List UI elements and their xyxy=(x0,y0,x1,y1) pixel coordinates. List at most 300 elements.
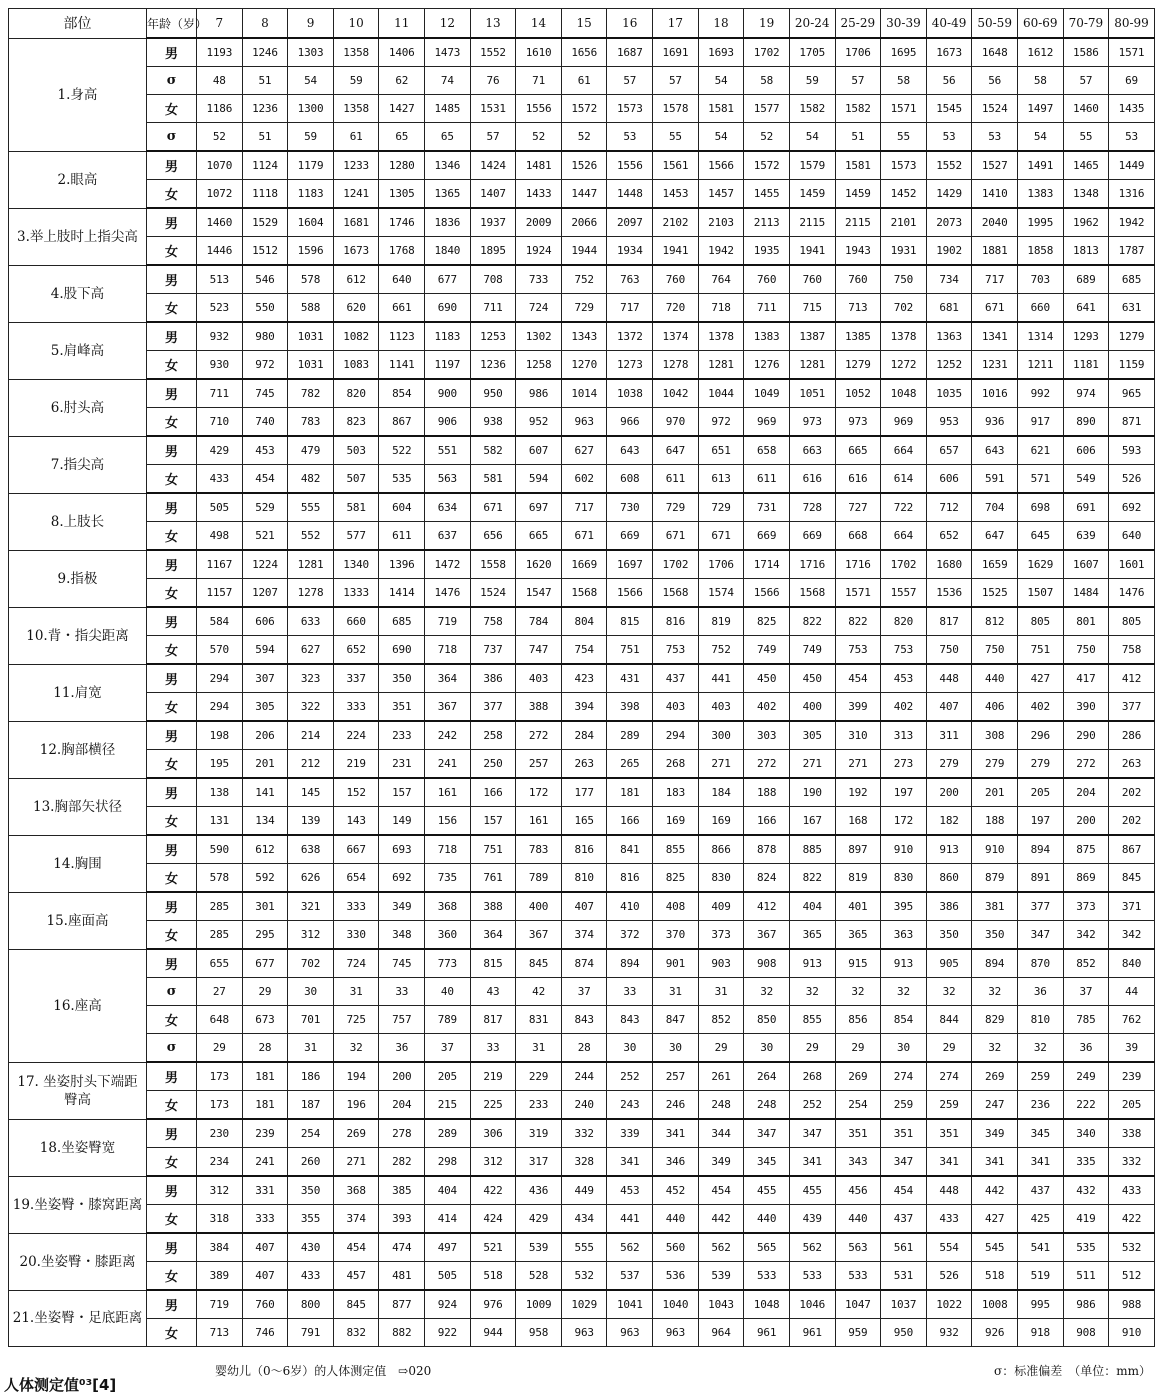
table-cell: 503 xyxy=(333,436,379,465)
table-cell: 1527 xyxy=(972,151,1018,180)
table-cell: 1702 xyxy=(881,550,927,579)
table-cell: 710 xyxy=(197,408,243,437)
table-cell: 1037 xyxy=(881,1290,927,1319)
table-row xyxy=(9,265,1155,294)
table-cell: 810 xyxy=(1017,1006,1063,1034)
table-cell: 196 xyxy=(333,1091,379,1120)
table-cell: 717 xyxy=(561,493,607,522)
table-cell: 665 xyxy=(516,522,562,551)
table-cell: 1186 xyxy=(197,95,243,123)
table-cell: 373 xyxy=(698,921,744,950)
table-cell: 612 xyxy=(333,265,379,294)
table-cell: 1648 xyxy=(972,38,1018,67)
table-cell: 1009 xyxy=(516,1290,562,1319)
table-cell: 924 xyxy=(425,1290,471,1319)
table-cell: 279 xyxy=(926,750,972,779)
table-cell: 815 xyxy=(607,607,653,636)
table-cell: 31 xyxy=(333,978,379,1006)
table-cell: 1346 xyxy=(425,151,471,180)
row-label: 男 xyxy=(147,379,197,408)
item-name: 5.肩峰高 xyxy=(9,322,147,379)
table-cell: 429 xyxy=(516,1205,562,1234)
table-cell: 300 xyxy=(698,721,744,750)
table-cell: 1159 xyxy=(1109,351,1155,380)
table-cell: 752 xyxy=(561,265,607,294)
table-cell: 165 xyxy=(561,807,607,836)
table-cell: 715 xyxy=(789,294,835,323)
table-cell: 812 xyxy=(972,607,1018,636)
table-cell: 1962 xyxy=(1063,208,1109,237)
table-cell: 1280 xyxy=(379,151,425,180)
table-cell: 36 xyxy=(1063,1034,1109,1063)
table-cell: 753 xyxy=(835,636,881,665)
table-cell: 729 xyxy=(561,294,607,323)
table-cell: 878 xyxy=(744,835,790,864)
table-cell: 620 xyxy=(333,294,379,323)
table-cell: 961 xyxy=(744,1319,790,1347)
table-cell: 1942 xyxy=(698,237,744,266)
row-label: 女 xyxy=(147,351,197,380)
table-cell: 1485 xyxy=(425,95,471,123)
table-cell: 621 xyxy=(1017,436,1063,465)
table-cell: 349 xyxy=(698,1148,744,1177)
header-age: 40-49 xyxy=(926,9,972,39)
table-cell: 427 xyxy=(1017,664,1063,693)
table-cell: 1714 xyxy=(744,550,790,579)
table-cell: 388 xyxy=(516,693,562,722)
table-cell: 805 xyxy=(1109,607,1155,636)
table-cell: 1943 xyxy=(835,237,881,266)
table-cell: 342 xyxy=(1109,921,1155,950)
table-cell: 537 xyxy=(607,1262,653,1291)
table-cell: 665 xyxy=(835,436,881,465)
table-cell: 693 xyxy=(379,835,425,864)
table-cell: 143 xyxy=(333,807,379,836)
table-cell: 305 xyxy=(242,693,288,722)
table-cell: 167 xyxy=(789,807,835,836)
table-cell: 816 xyxy=(607,864,653,893)
table-cell: 671 xyxy=(698,522,744,551)
table-cell: 1702 xyxy=(744,38,790,67)
table-cell: 1673 xyxy=(333,237,379,266)
table-cell: 658 xyxy=(744,436,790,465)
table-cell: 1016 xyxy=(972,379,1018,408)
row-label: 女 xyxy=(147,237,197,266)
table-cell: 52 xyxy=(197,123,243,152)
table-cell: 141 xyxy=(242,778,288,807)
table-cell: 457 xyxy=(333,1262,379,1291)
table-cell: 399 xyxy=(835,693,881,722)
row-label: 女 xyxy=(147,294,197,323)
table-cell: 691 xyxy=(1063,493,1109,522)
row-label: 男 xyxy=(147,436,197,465)
table-cell: 582 xyxy=(470,436,516,465)
table-cell: 854 xyxy=(881,1006,927,1034)
table-cell: 698 xyxy=(1017,493,1063,522)
table-cell: 32 xyxy=(881,978,927,1006)
table-cell: 230 xyxy=(197,1119,243,1148)
table-cell: 440 xyxy=(972,664,1018,693)
table-cell: 2103 xyxy=(698,208,744,237)
table-cell: 436 xyxy=(516,1176,562,1205)
table-cell: 43 xyxy=(470,978,516,1006)
table-cell: 751 xyxy=(607,636,653,665)
table-cell: 1047 xyxy=(835,1290,881,1319)
table-cell: 673 xyxy=(242,1006,288,1034)
table-cell: 581 xyxy=(470,465,516,494)
table-cell: 831 xyxy=(516,1006,562,1034)
table-cell: 1601 xyxy=(1109,550,1155,579)
table-cell: 1022 xyxy=(926,1290,972,1319)
table-cell: 338 xyxy=(1109,1119,1155,1148)
table-cell: 702 xyxy=(881,294,927,323)
table-cell: 1341 xyxy=(972,322,1018,351)
table-cell: 917 xyxy=(1017,408,1063,437)
table-cell: 32 xyxy=(333,1034,379,1063)
table-cell: 671 xyxy=(972,294,1018,323)
table-cell: 1460 xyxy=(1063,95,1109,123)
table-cell: 820 xyxy=(333,379,379,408)
table-cell: 1941 xyxy=(789,237,835,266)
table-cell: 56 xyxy=(972,67,1018,95)
table-cell: 301 xyxy=(242,892,288,921)
table-cell: 1293 xyxy=(1063,322,1109,351)
item-name: 16.座高 xyxy=(9,949,147,1062)
table-cell: 750 xyxy=(881,265,927,294)
table-cell: 31 xyxy=(653,978,699,1006)
table-cell: 800 xyxy=(288,1290,334,1319)
table-cell: 166 xyxy=(607,807,653,836)
table-cell: 1556 xyxy=(607,151,653,180)
table-cell: 819 xyxy=(698,607,744,636)
table-cell: 750 xyxy=(926,636,972,665)
table-cell: 555 xyxy=(561,1233,607,1262)
table-cell: 953 xyxy=(926,408,972,437)
table-cell: 433 xyxy=(926,1205,972,1234)
table-cell: 1680 xyxy=(926,550,972,579)
table-cell: 53 xyxy=(926,123,972,152)
table-cell: 139 xyxy=(288,807,334,836)
table-cell: 30 xyxy=(653,1034,699,1063)
table-cell: 669 xyxy=(789,522,835,551)
table-cell: 186 xyxy=(288,1062,334,1091)
table-cell: 915 xyxy=(835,949,881,978)
row-label: 女 xyxy=(147,1319,197,1347)
table-cell: 181 xyxy=(607,778,653,807)
table-cell: 541 xyxy=(1017,1233,1063,1262)
row-label: 男 xyxy=(147,1119,197,1148)
table-cell: 1272 xyxy=(881,351,927,380)
table-cell: 992 xyxy=(1017,379,1063,408)
table-cell: 343 xyxy=(835,1148,881,1177)
table-cell: 664 xyxy=(881,522,927,551)
item-name: 3.举上肢时上指尖高 xyxy=(9,208,147,265)
table-cell: 1273 xyxy=(607,351,653,380)
header-age: 19 xyxy=(744,9,790,39)
table-cell: 157 xyxy=(379,778,425,807)
table-cell: 347 xyxy=(789,1119,835,1148)
table-cell: 37 xyxy=(1063,978,1109,1006)
table-cell: 713 xyxy=(197,1319,243,1347)
table-cell: 1258 xyxy=(516,351,562,380)
table-cell: 1693 xyxy=(698,38,744,67)
row-label: 女 xyxy=(147,1006,197,1034)
table-cell: 271 xyxy=(835,750,881,779)
table-cell: 1526 xyxy=(561,151,607,180)
table-cell: 349 xyxy=(972,1119,1018,1148)
table-cell: 1941 xyxy=(653,237,699,266)
table-cell: 454 xyxy=(333,1233,379,1262)
table-cell: 342 xyxy=(1063,921,1109,950)
table-cell: 172 xyxy=(516,778,562,807)
table-cell: 616 xyxy=(835,465,881,494)
row-label: 女 xyxy=(147,465,197,494)
table-cell: 346 xyxy=(653,1148,699,1177)
table-row xyxy=(9,550,1155,579)
table-cell: 760 xyxy=(653,265,699,294)
table-cell: 584 xyxy=(197,607,243,636)
table-cell: 1374 xyxy=(653,322,699,351)
row-label: 男 xyxy=(147,265,197,294)
table-cell: 712 xyxy=(926,493,972,522)
row-label: 男 xyxy=(147,892,197,921)
table-cell: 351 xyxy=(835,1119,881,1148)
table-cell: 296 xyxy=(1017,721,1063,750)
table-row xyxy=(9,835,1155,864)
table-cell: 259 xyxy=(1017,1062,1063,1091)
header-age: 20-24 xyxy=(789,9,835,39)
row-label: 男 xyxy=(147,38,197,67)
table-cell: 832 xyxy=(333,1319,379,1347)
table-cell: 758 xyxy=(470,607,516,636)
row-label: 女 xyxy=(147,1148,197,1177)
table-cell: 403 xyxy=(653,693,699,722)
table-cell: 513 xyxy=(197,265,243,294)
row-label: 女 xyxy=(147,408,197,437)
table-cell: 409 xyxy=(698,892,744,921)
table-cell: 518 xyxy=(470,1262,516,1291)
table-cell: 455 xyxy=(744,1176,790,1205)
table-cell: 243 xyxy=(607,1091,653,1120)
table-cell: 1931 xyxy=(881,237,927,266)
table-cell: 1574 xyxy=(698,579,744,608)
table-cell: 407 xyxy=(561,892,607,921)
table-cell: 52 xyxy=(516,123,562,152)
table-cell: 1935 xyxy=(744,237,790,266)
row-label: 男 xyxy=(147,778,197,807)
related-reference: 婴幼儿（0～6岁）的人体测定值 ⇨020 xyxy=(215,1364,432,1378)
header-item: 部位 xyxy=(9,9,147,39)
table-cell: 219 xyxy=(333,750,379,779)
table-cell: 312 xyxy=(288,921,334,950)
table-cell: 789 xyxy=(425,1006,471,1034)
table-cell: 318 xyxy=(197,1205,243,1234)
table-cell: 51 xyxy=(242,67,288,95)
table-row xyxy=(9,38,1155,67)
table-cell: 820 xyxy=(881,607,927,636)
table-cell: 974 xyxy=(1063,379,1109,408)
table-row xyxy=(9,1119,1155,1148)
row-label: 男 xyxy=(147,607,197,636)
table-cell: 42 xyxy=(516,978,562,1006)
row-label: 男 xyxy=(147,1176,197,1205)
table-cell: 847 xyxy=(653,1006,699,1034)
table-cell: 206 xyxy=(242,721,288,750)
table-cell: 200 xyxy=(1063,807,1109,836)
table-cell: 33 xyxy=(607,978,653,1006)
item-name: 17. 坐姿肘头下端距臀高 xyxy=(9,1062,147,1119)
table-cell: 161 xyxy=(516,807,562,836)
table-cell: 536 xyxy=(653,1262,699,1291)
table-row xyxy=(9,892,1155,921)
table-cell: 936 xyxy=(972,408,1018,437)
table-row xyxy=(9,807,1155,836)
table-row xyxy=(9,1205,1155,1234)
table-cell: 1568 xyxy=(561,579,607,608)
table-cell: 403 xyxy=(698,693,744,722)
table-cell: 372 xyxy=(607,921,653,950)
table-cell: 74 xyxy=(425,67,471,95)
table-cell: 1452 xyxy=(881,180,927,209)
table-cell: 711 xyxy=(470,294,516,323)
table-cell: 341 xyxy=(789,1148,835,1177)
table-row xyxy=(9,1262,1155,1291)
table-cell: 192 xyxy=(835,778,881,807)
table-cell: 1687 xyxy=(607,38,653,67)
table-cell: 204 xyxy=(379,1091,425,1120)
table-cell: 294 xyxy=(197,664,243,693)
table-cell: 964 xyxy=(698,1319,744,1347)
table-cell: 822 xyxy=(789,864,835,893)
table-cell: 341 xyxy=(653,1119,699,1148)
table-cell: 319 xyxy=(516,1119,562,1148)
table-cell: 1531 xyxy=(470,95,516,123)
table-cell: 1561 xyxy=(653,151,699,180)
table-cell: 337 xyxy=(333,664,379,693)
table-cell: 1620 xyxy=(516,550,562,579)
table-cell: 593 xyxy=(1109,436,1155,465)
table-cell: 562 xyxy=(607,1233,653,1262)
table-cell: 760 xyxy=(835,265,881,294)
row-label: σ xyxy=(147,123,197,152)
table-cell: 423 xyxy=(561,664,607,693)
table-cell: 729 xyxy=(698,493,744,522)
table-cell: 637 xyxy=(425,522,471,551)
header-age: 10 xyxy=(333,9,379,39)
table-cell: 349 xyxy=(379,892,425,921)
table-cell: 285 xyxy=(197,921,243,950)
table-cell: 733 xyxy=(516,265,562,294)
table-cell: 913 xyxy=(926,835,972,864)
table-cell: 591 xyxy=(972,465,1018,494)
table-cell: 677 xyxy=(425,265,471,294)
table-cell: 607 xyxy=(516,436,562,465)
table-body xyxy=(9,38,1155,1347)
table-cell: 643 xyxy=(607,436,653,465)
table-cell: 333 xyxy=(333,892,379,921)
table-cell: 988 xyxy=(1109,1290,1155,1319)
table-cell: 856 xyxy=(835,1006,881,1034)
table-cell: 734 xyxy=(926,265,972,294)
table-cell: 474 xyxy=(379,1233,425,1262)
table-cell: 2040 xyxy=(972,208,1018,237)
table-cell: 745 xyxy=(242,379,288,408)
table-cell: 166 xyxy=(744,807,790,836)
table-cell: 402 xyxy=(1017,693,1063,722)
table-cell: 36 xyxy=(1017,978,1063,1006)
table-cell: 526 xyxy=(926,1262,972,1291)
table-cell: 437 xyxy=(881,1205,927,1234)
table-cell: 965 xyxy=(1109,379,1155,408)
table-cell: 903 xyxy=(698,949,744,978)
table-cell: 1241 xyxy=(333,180,379,209)
table-cell: 272 xyxy=(1063,750,1109,779)
table-cell: 172 xyxy=(881,807,927,836)
table-cell: 355 xyxy=(288,1205,334,1234)
table-cell: 231 xyxy=(379,750,425,779)
table-cell: 51 xyxy=(242,123,288,152)
table-cell: 1573 xyxy=(607,95,653,123)
table-cell: 274 xyxy=(926,1062,972,1091)
table-cell: 910 xyxy=(1109,1319,1155,1347)
table-row xyxy=(9,351,1155,380)
header-age: 7 xyxy=(197,9,243,39)
table-cell: 1435 xyxy=(1109,95,1155,123)
table-cell: 427 xyxy=(972,1205,1018,1234)
table-cell: 212 xyxy=(288,750,334,779)
table-cell: 1813 xyxy=(1063,237,1109,266)
table-cell: 571 xyxy=(1017,465,1063,494)
table-cell: 398 xyxy=(607,693,653,722)
table-cell: 969 xyxy=(881,408,927,437)
table-cell: 214 xyxy=(288,721,334,750)
table-cell: 986 xyxy=(1063,1290,1109,1319)
table-cell: 660 xyxy=(1017,294,1063,323)
table-row xyxy=(9,436,1155,465)
table-cell: 647 xyxy=(653,436,699,465)
table-cell: 239 xyxy=(242,1119,288,1148)
table-cell: 54 xyxy=(698,67,744,95)
table-cell: 65 xyxy=(425,123,471,152)
table-cell: 612 xyxy=(242,835,288,864)
table-cell: 344 xyxy=(698,1119,744,1148)
table-cell: 188 xyxy=(972,807,1018,836)
table-cell: 442 xyxy=(698,1205,744,1234)
table-cell: 2115 xyxy=(789,208,835,237)
table-cell: 348 xyxy=(379,921,425,950)
table-cell: 437 xyxy=(653,664,699,693)
table-cell: 918 xyxy=(1017,1319,1063,1347)
table-cell: 1716 xyxy=(835,550,881,579)
table-cell: 1038 xyxy=(607,379,653,408)
row-label: 男 xyxy=(147,550,197,579)
table-cell: 284 xyxy=(561,721,607,750)
table-cell: 1578 xyxy=(653,95,699,123)
table-cell: 730 xyxy=(607,493,653,522)
table-cell: 1044 xyxy=(698,379,744,408)
table-cell: 952 xyxy=(516,408,562,437)
table-cell: 718 xyxy=(425,636,471,665)
table-cell: 390 xyxy=(1063,693,1109,722)
table-cell: 661 xyxy=(379,294,425,323)
table-cell: 32 xyxy=(1017,1034,1063,1063)
table-cell: 718 xyxy=(425,835,471,864)
table-cell: 341 xyxy=(972,1148,1018,1177)
table-cell: 412 xyxy=(1109,664,1155,693)
table-cell: 173 xyxy=(197,1062,243,1091)
table-cell: 252 xyxy=(789,1091,835,1120)
table-cell: 401 xyxy=(835,892,881,921)
